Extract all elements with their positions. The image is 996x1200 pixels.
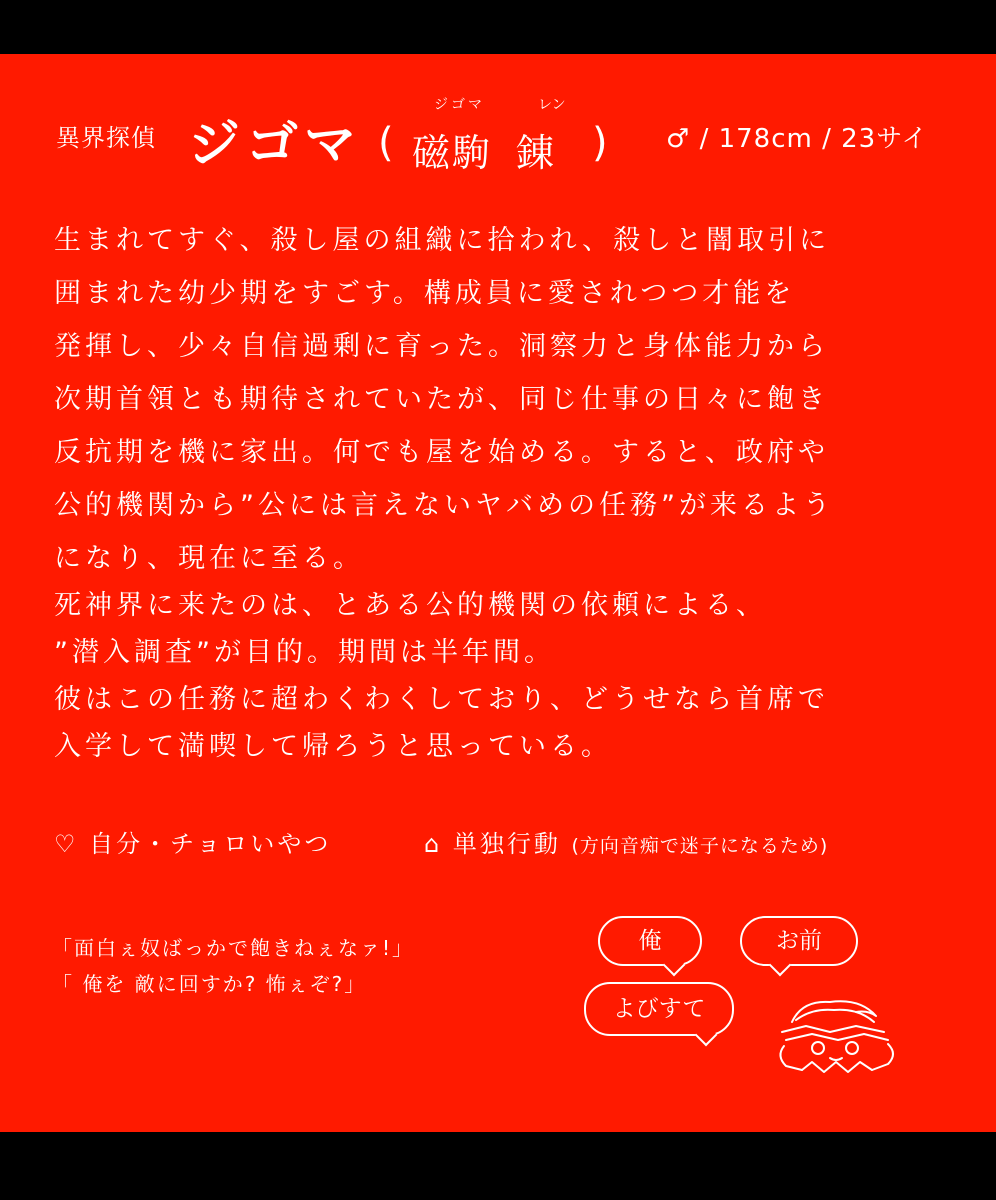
biography-block [54, 214, 934, 585]
character-stats: ♂ / 178cm / 23サイ [666, 124, 929, 154]
dislikes-note: (方向音痴で迷子になるため) [571, 835, 829, 857]
quote-line: 「 俺を 敵に回すか? 怖ぇぞ?」 [52, 972, 367, 996]
kanji-given-name: 磁駒 [412, 131, 493, 175]
mission-block [54, 582, 934, 770]
speech-bubble-first-person: 俺 [598, 916, 702, 966]
chibi-doodle-icon [772, 992, 902, 1078]
quote-line: 「面白ぇ奴ばっかで飽きねぇなァ!」 [52, 936, 415, 960]
dislikes-group [424, 824, 828, 859]
bio-line: 発揮し、少々自信過剰に育った。洞察力と身体能力から [54, 331, 829, 362]
role-label: 異界探偵 [56, 124, 156, 152]
furigana-family: レン [538, 97, 566, 113]
likes-dislikes-row [54, 824, 934, 864]
bio-line: 反抗期を機に家出。何でも屋を始める。すると、政府や [54, 437, 829, 468]
likes-text: ♡ 自分・チョロいやつ [54, 830, 332, 858]
mission-line: 死神界に来たのは、とある公的機関の依頼による、 [54, 590, 767, 621]
dislikes-text: ⌂ 単独行動 [424, 830, 561, 858]
speech-bubble-second-person: お前 [740, 916, 858, 966]
open-paren: ( [378, 120, 394, 166]
profile-header [56, 84, 956, 175]
speech-bubble-address-style: よびすて [584, 982, 734, 1036]
bio-line: になり、現在に至る。 [54, 543, 364, 574]
bio-line: 囲まれた幼少期をすごす。構成員に愛されつつ才能を [54, 278, 796, 309]
kanji-name-group [378, 94, 618, 175]
top-black-bar [0, 0, 996, 54]
bio-line: 生まれてすぐ、殺し屋の組織に拾われ、殺しと闇取引に [54, 225, 831, 256]
bio-line: 次期首領とも期待されていたが、同じ仕事の日々に飽き [54, 384, 829, 415]
bio-line: 公的機関から”公には言えないヤバめの任務”が来るよう [54, 490, 834, 521]
quotes-block [52, 930, 414, 1002]
furigana-given: ジゴマ [434, 97, 485, 113]
character-name: ジゴマ [188, 115, 363, 175]
mission-line: ”潜入調査”が目的。期間は半年間。 [54, 637, 555, 668]
bottom-black-bar [0, 1132, 996, 1200]
character-profile-card [0, 54, 996, 1132]
mission-line: 入学して満喫して帰ろうと思っている。 [54, 731, 612, 762]
mission-line: 彼はこの任務に超わくわくしており、どうせなら首席で [54, 684, 829, 715]
kanji-family-name: 錬 [516, 131, 555, 175]
close-paren: ) [592, 120, 608, 166]
